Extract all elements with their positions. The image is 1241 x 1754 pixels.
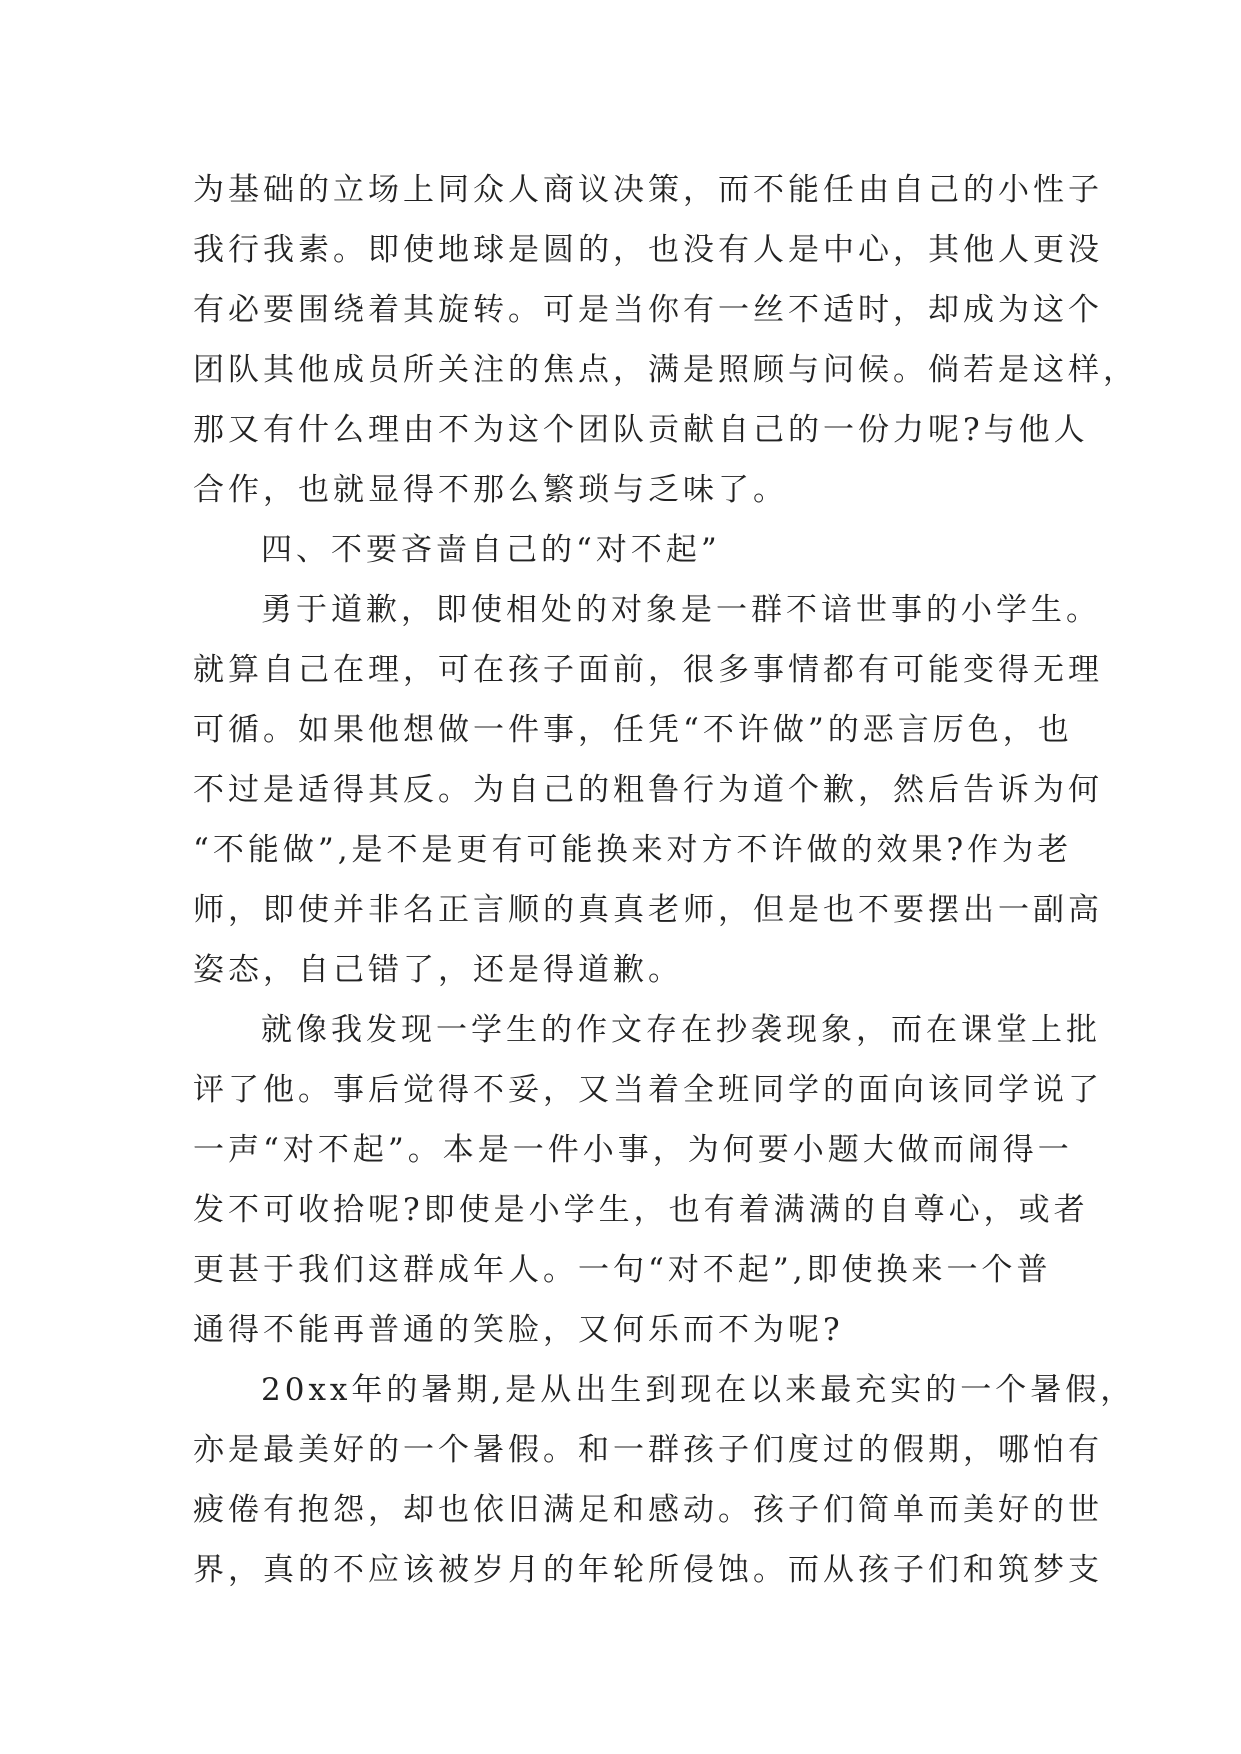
text-line: 合作，也就显得不那么繁琐与乏味了。 — [193, 472, 788, 508]
text-line: 更甚于我们这群成年人。一句“对不起”,即使换来一个普 — [193, 1252, 1052, 1288]
text-line: 有必要围绕着其旋转。可是当你有一丝不适时，却成为这个 — [193, 292, 1103, 328]
text-line: 师，即使并非名正言顺的真真老师，但是也不要摆出一副高 — [193, 892, 1103, 928]
text-line: 我行我素。即使地球是圆的，也没有人是中心，其他人更没 — [193, 232, 1103, 268]
text-line: 一声“对不起”。本是一件小事，为何要小题大做而闹得一 — [193, 1132, 1073, 1168]
text-line: 就像我发现一学生的作文存在抄袭现象，而在课堂上批 — [261, 1012, 1101, 1048]
text-line: “不能做”,是不是更有可能换来对方不许做的效果?作为老 — [193, 832, 1073, 868]
text-line: 团队其他成员所关注的焦点，满是照顾与问候。倘若是这样， — [193, 352, 1138, 388]
text-line: 20xx年的暑期,是从出生到现在以来最充实的一个暑假， — [261, 1372, 1136, 1408]
text-line: 疲倦有抱怨，却也依旧满足和感动。孩子们简单而美好的世 — [193, 1492, 1103, 1528]
text-line: 亦是最美好的一个暑假。和一群孩子们度过的假期，哪怕有 — [193, 1432, 1103, 1468]
text-line: 不过是适得其反。为自己的粗鲁行为道个歉，然后告诉为何 — [193, 772, 1103, 808]
text-line: 为基础的立场上同众人商议决策，而不能任由自己的小性子 — [193, 172, 1103, 208]
text-line: 勇于道歉，即使相处的对象是一群不谙世事的小学生。 — [261, 592, 1101, 628]
text-line: 那又有什么理由不为这个团队贡献自己的一份力呢?与他人 — [193, 412, 1089, 448]
text-line: 评了他。事后觉得不妥，又当着全班同学的面向该同学说了 — [193, 1072, 1103, 1108]
text-line: 姿态，自己错了，还是得道歉。 — [193, 952, 683, 988]
document-body — [193, 160, 1138, 1600]
text-line: 通得不能再普通的笑脸，又何乐而不为呢? — [193, 1312, 844, 1348]
text-line: 界，真的不应该被岁月的年轮所侵蚀。而从孩子们和筑梦支 — [193, 1552, 1103, 1588]
text-line: 四、不要吝啬自己的“对不起” — [261, 532, 721, 568]
text-line: 可循。如果他想做一件事，任凭“不许做”的恶言厉色，也 — [193, 712, 1073, 748]
text-line: 就算自己在理，可在孩子面前，很多事情都有可能变得无理 — [193, 652, 1103, 688]
text-line: 发不可收拾呢?即使是小学生，也有着满满的自尊心，或者 — [193, 1192, 1089, 1228]
